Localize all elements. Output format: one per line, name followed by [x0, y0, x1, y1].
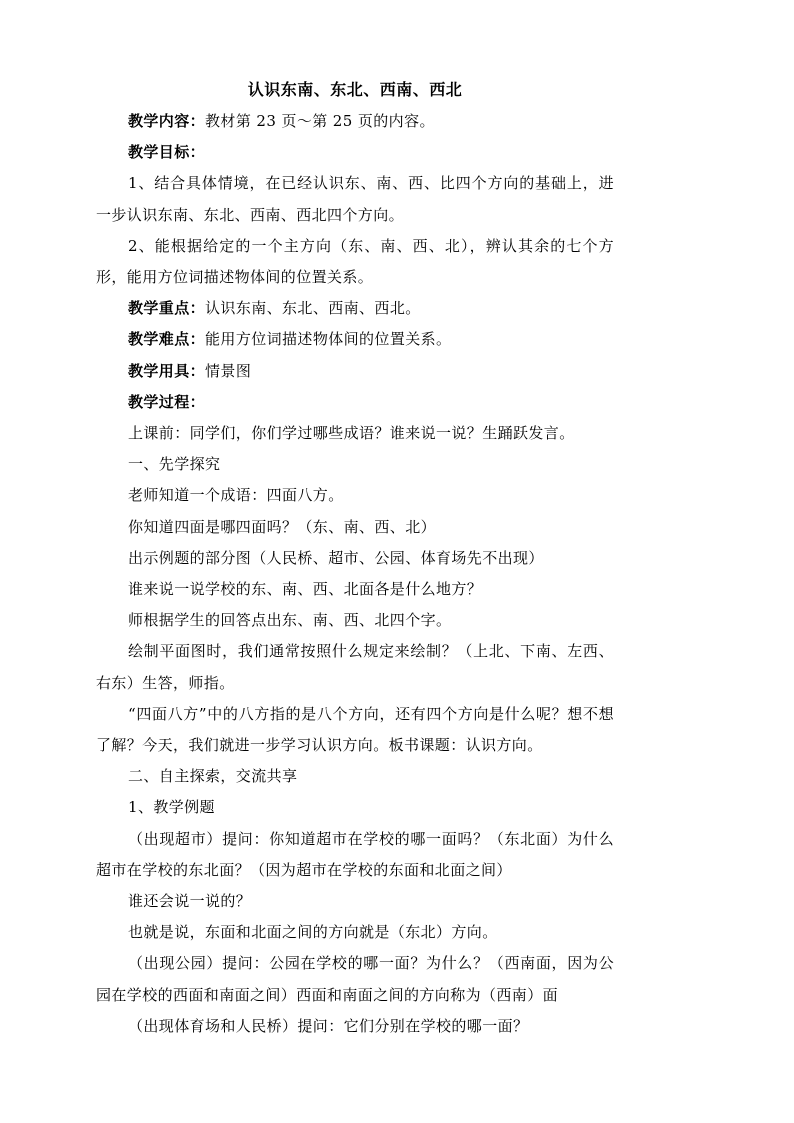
paragraph-park: （出现公园）提问：公园在学校的哪一面？为什么？（西南面，因为公园在学校的西面和南面之间）西面和南面之间的方向称为（西南）面: [96, 954, 614, 1004]
key-point-line: [96, 293, 614, 324]
paragraph-stadium: （出现体育场和人民桥）提问：它们分别在学校的哪一面？: [128, 1016, 529, 1035]
paragraph-who-else: 谁还会说一说的？: [128, 892, 252, 911]
key-point-label: 教学重点：: [128, 299, 206, 318]
goal-1: 1、结合具体情境，在已经认识东、南、西、比四个方向的基础上，进一步认识东南、东北、西南、西北四个方向。: [96, 174, 614, 224]
document-title: 认识东南、东北、西南、西北: [247, 80, 463, 99]
paragraph-that-is: 也就是说，东面和北面之间的方向就是（东北）方向。: [128, 923, 498, 942]
difficult-point-line: [96, 324, 614, 355]
content-text: 教材第 23 页～第 25 页的内容。: [205, 112, 435, 130]
content-line: [96, 106, 614, 137]
paragraph-drawing: 绘制平面图时，我们通常按照什么规定来绘制？（上北、下南、左西、右东）生答，师指。: [96, 642, 614, 692]
paragraph-four-sides: 你知道四面是哪四面吗？（东、南、西、北）: [128, 517, 437, 536]
paragraph-before-class: 上课前：同学们，你们学过哪些成语？谁来说一说？生踊跃发言。: [128, 424, 575, 443]
difficult-point-label: 教学难点：: [128, 330, 206, 349]
paragraph-teacher-idiom: 老师知道一个成语：四面八方。: [128, 486, 344, 505]
tools-label: 教学用具：: [128, 361, 206, 380]
goals-label: 教学目标：: [128, 143, 206, 162]
goals-heading: [96, 137, 614, 168]
content-label: 教学内容：: [128, 112, 206, 130]
paragraph-eight-directions: “四面八方”中的八方指的是八个方向，还有四个方向是什么呢？想不想了解？今天，我们就进一步学习认识方向。板书课题：认识方向。: [96, 704, 614, 755]
key-point-text: 认识东南、东北、西南、西北。: [205, 299, 421, 318]
process-label: 教学过程：: [128, 392, 206, 411]
section-heading-2: 二、自主探索，交流共享: [128, 767, 298, 786]
paragraph-teacher-points: 师根据学生的回答点出东、南、西、北四个字。: [128, 611, 452, 630]
paragraph-example: 1、教学例题: [128, 798, 215, 817]
process-heading: [96, 387, 614, 418]
paragraph-who-says: 谁来说一说学校的东、南、西、北面各是什么地方？: [128, 580, 483, 599]
lesson-plan-page: [96, 70, 614, 1042]
goal-2: 2、能根据给定的一个主方向（东、南、西、北），辨认其余的七个方形，能用方位词描述物体间的位置关系。: [96, 236, 614, 287]
paragraph-show-image: 出示例题的部分图（人民桥、超市、公园、体育场先不出现）: [128, 548, 544, 567]
paragraph-supermarket: （出现超市）提问：你知道超市在学校的哪一面吗？（东北面）为什么超市在学校的东北面？（因为超市在学校的东面和北面之间）: [96, 829, 614, 879]
difficult-point-text: 能用方位词描述物体间的位置关系。: [205, 330, 452, 349]
section-heading-1: 一、先学探究: [128, 455, 221, 474]
tools-line: [96, 356, 614, 387]
tools-text: 情景图: [205, 361, 252, 380]
